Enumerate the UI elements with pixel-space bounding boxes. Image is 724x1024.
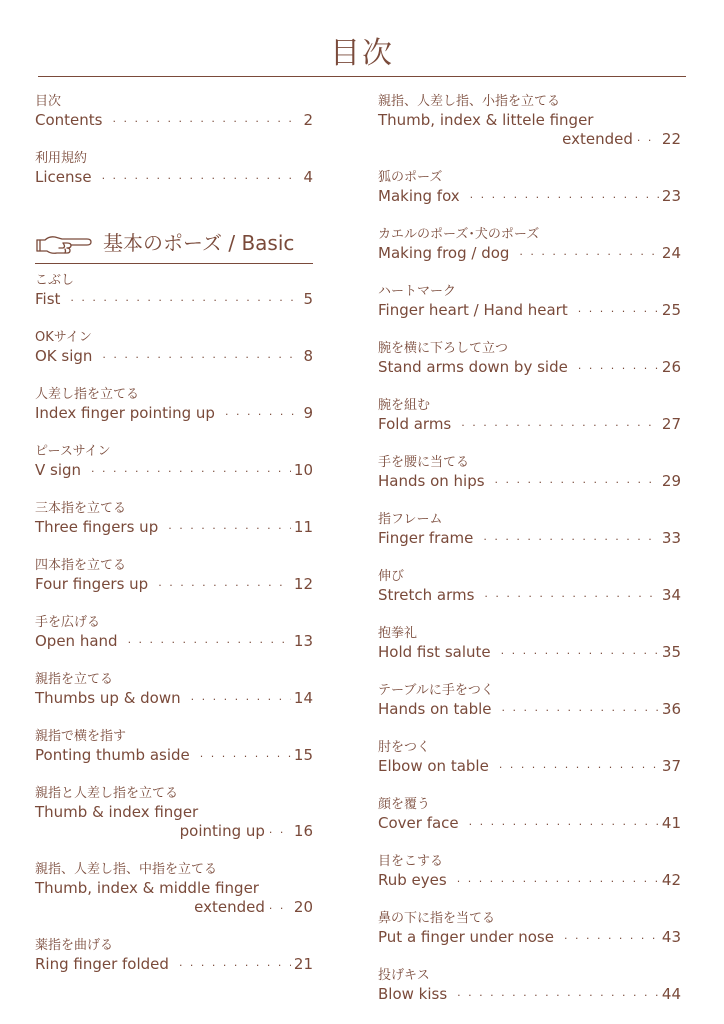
toc-entry[interactable] [378, 567, 681, 605]
dot-leader [158, 576, 291, 595]
page-number: 21 [293, 955, 313, 973]
toc-entry[interactable] [35, 613, 313, 651]
toc-entry[interactable] [378, 168, 681, 206]
toc-entry[interactable] [35, 860, 313, 917]
entry-title-jp: テーブルに手をつく [378, 683, 494, 698]
entry-title-jp: 肘をつく [378, 740, 431, 755]
entry-title-jp: 手を広げる [35, 615, 101, 630]
dot-leader [502, 701, 659, 720]
entry-title-jp: 親指で横を指す [35, 729, 127, 744]
entry-title-en-continued: extended [194, 898, 265, 916]
page-number: 11 [293, 518, 313, 536]
page-number: 2 [303, 111, 313, 129]
toc-entry[interactable] [378, 624, 681, 662]
dot-leader [91, 462, 291, 481]
dot-leader [191, 690, 291, 709]
entry-title-jp: こぶし [35, 273, 75, 288]
entry-title-en: Three fingers up [35, 518, 159, 536]
entry-title-en: Rub eyes [378, 871, 447, 889]
entry-title-jp: 顔を覆う [378, 797, 431, 812]
entry-title-jp: 目次 [35, 94, 62, 109]
entry-title-en: Finger heart / Hand heart [378, 301, 568, 319]
entry-title-en: Ponting thumb aside [35, 746, 190, 764]
dot-leader [102, 169, 301, 188]
toc-entry[interactable] [35, 727, 313, 765]
entry-title-jp: カエルのポーズ･犬のポーズ [378, 227, 540, 242]
dot-leader [70, 291, 300, 310]
toc-entry[interactable] [378, 795, 681, 833]
entry-title-jp: OKサイン [35, 330, 92, 345]
dot-leader [179, 956, 291, 975]
page-number: 34 [661, 586, 681, 604]
dot-leader [564, 929, 659, 948]
dot-leader [457, 986, 659, 1005]
entry-title-en: Thumb, index & littele finger [378, 111, 594, 129]
page-number: 13 [293, 632, 313, 650]
dot-leader [483, 530, 659, 549]
entry-title-jp: 指フレーム [378, 512, 443, 527]
entry-title-jp: ピースサイン [35, 444, 111, 459]
page-number: 9 [303, 404, 313, 422]
entry-title-en: Hold fist salute [378, 643, 491, 661]
page-number: 44 [661, 985, 681, 1003]
entry-title-jp: ハートマーク [378, 284, 457, 299]
toc-entry[interactable] [378, 282, 681, 320]
toc-entry[interactable] [378, 92, 681, 149]
entry-title-en-continued: extended [562, 130, 633, 148]
toc-entry[interactable] [35, 328, 313, 366]
entry-title-en: Four fingers up [35, 575, 149, 593]
toc-right-column [378, 92, 681, 1023]
entry-title-en: Thumb, index & middle finger [35, 879, 259, 897]
page-number: 5 [303, 290, 313, 308]
entry-title-en: OK sign [35, 347, 93, 365]
entry-title-jp: 利用規約 [35, 151, 88, 166]
toc-basic-list-continued [378, 92, 681, 1004]
dot-leader [461, 416, 659, 435]
dot-leader [102, 348, 300, 367]
page-number: 24 [661, 244, 681, 262]
page-number: 26 [661, 358, 681, 376]
entry-title-en: License [35, 168, 92, 186]
page-number: 14 [293, 689, 313, 707]
dot-leader [499, 758, 659, 777]
entry-title-jp: 狐のポーズ [378, 170, 443, 185]
toc-entry[interactable] [35, 149, 313, 187]
toc-entry[interactable] [35, 784, 313, 841]
entry-title-en: Thumb & index finger [35, 803, 199, 821]
toc-entry[interactable] [35, 556, 313, 594]
page-number: 43 [661, 928, 681, 946]
title-divider [38, 76, 686, 77]
toc-entry[interactable] [35, 271, 313, 309]
toc-entry[interactable] [35, 385, 313, 423]
page-number: 8 [303, 347, 313, 365]
dot-leader [519, 245, 658, 264]
toc-entry[interactable] [35, 499, 313, 537]
toc-entry[interactable] [35, 670, 313, 708]
entry-title-jp: 親指、人差し指、小指を立てる [378, 94, 561, 109]
dot-leader [225, 405, 301, 424]
page-number: 27 [661, 415, 681, 433]
entry-title-jp: 腕を組む [378, 398, 431, 413]
toc-left-column [35, 92, 313, 993]
dot-leader [495, 473, 659, 492]
entry-title-jp: 鼻の下に指を当てる [378, 911, 496, 926]
dot-leader [128, 633, 291, 652]
entry-title-en: Fist [35, 290, 61, 308]
page-number: 16 [293, 822, 313, 840]
page-number: 33 [661, 529, 681, 547]
entry-title-en: Hands on hips [378, 472, 485, 490]
toc-entry[interactable] [35, 92, 313, 130]
section-header-basic [35, 225, 313, 271]
dot-leader [269, 899, 291, 918]
toc-entry[interactable] [378, 339, 681, 377]
page-number: 22 [661, 130, 681, 148]
dot-leader [470, 188, 659, 207]
pointing-hand-icon [35, 233, 97, 255]
entry-title-en: Stand arms down by side [378, 358, 568, 376]
entry-title-en: Ring finger folded [35, 955, 169, 973]
entry-title-en: Blow kiss [378, 985, 448, 1003]
dot-leader [578, 302, 659, 321]
toc-entry[interactable] [378, 510, 681, 548]
section-divider [35, 263, 313, 264]
page-number: 37 [661, 757, 681, 775]
page-number: 29 [661, 472, 681, 490]
toc-entry[interactable] [378, 453, 681, 491]
dot-leader [168, 519, 291, 538]
toc-entry[interactable] [378, 852, 681, 890]
dot-leader [457, 872, 659, 891]
entry-title-jp: 人差し指を立てる [35, 387, 140, 402]
page-number: 42 [661, 871, 681, 889]
entry-title-en: Index finger pointing up [35, 404, 215, 422]
entry-title-en: Making frog / dog [378, 244, 510, 262]
toc-entry[interactable] [378, 738, 681, 776]
dot-leader [200, 747, 291, 766]
entry-title-jp: 手を腰に当てる [378, 455, 470, 470]
dot-leader [112, 112, 300, 131]
page-number: 20 [293, 898, 313, 916]
page-number: 12 [293, 575, 313, 593]
page-number: 23 [661, 187, 681, 205]
toc-entry[interactable] [378, 225, 681, 263]
toc-entry[interactable] [378, 966, 681, 1004]
entry-title-jp: 親指、人差し指、中指を立てる [35, 862, 218, 877]
dot-leader [637, 131, 659, 150]
toc-entry[interactable] [378, 396, 681, 434]
toc-entry[interactable] [35, 936, 313, 974]
page-number: 35 [661, 643, 681, 661]
entry-title-jp: 親指と人差し指を立てる [35, 786, 179, 801]
entry-title-en: Thumbs up & down [35, 689, 181, 707]
dot-leader [469, 815, 659, 834]
entry-title-en-continued: pointing up [179, 822, 265, 840]
entry-title-en: Finger frame [378, 529, 474, 547]
entry-title-jp: 三本指を立てる [35, 501, 127, 516]
page-number: 25 [661, 301, 681, 319]
section-title: 基本のポーズ / Basic [103, 231, 295, 255]
entry-title-en: Cover face [378, 814, 459, 832]
entry-title-en: Hands on table [378, 700, 492, 718]
entry-title-jp: 四本指を立てる [35, 558, 127, 573]
entry-title-en: Making fox [378, 187, 460, 205]
dot-leader [484, 587, 659, 606]
dot-leader [578, 359, 659, 378]
entry-title-en: Contents [35, 111, 103, 129]
dot-leader [269, 823, 291, 842]
toc-entry[interactable] [378, 681, 681, 719]
toc-entry[interactable] [35, 442, 313, 480]
page-number: 15 [293, 746, 313, 764]
entry-title-jp: 目をこする [378, 854, 444, 869]
toc-entry[interactable] [378, 909, 681, 947]
page-number: 41 [661, 814, 681, 832]
dot-leader [501, 644, 659, 663]
page-title: 目次 [330, 36, 394, 71]
entry-title-en: Fold arms [378, 415, 452, 433]
entry-title-jp: 投げキス [378, 968, 430, 983]
entry-title-en: Open hand [35, 632, 118, 650]
entry-title-en: Elbow on table [378, 757, 489, 775]
entry-title-en: Put a finger under nose [378, 928, 554, 946]
entry-title-jp: 腕を横に下ろして立つ [378, 341, 509, 356]
page-number: 36 [661, 700, 681, 718]
entry-title-en: V sign [35, 461, 82, 479]
page-number: 4 [303, 168, 313, 186]
entry-title-en: Stretch arms [378, 586, 475, 604]
entry-title-jp: 伸び [378, 569, 405, 584]
entry-title-jp: 抱拳礼 [378, 626, 418, 641]
toc-basic-list [35, 271, 313, 974]
page-number: 10 [293, 461, 313, 479]
toc-front-matter [35, 92, 313, 187]
entry-title-jp: 薬指を曲げる [35, 938, 114, 953]
entry-title-jp: 親指を立てる [35, 672, 114, 687]
